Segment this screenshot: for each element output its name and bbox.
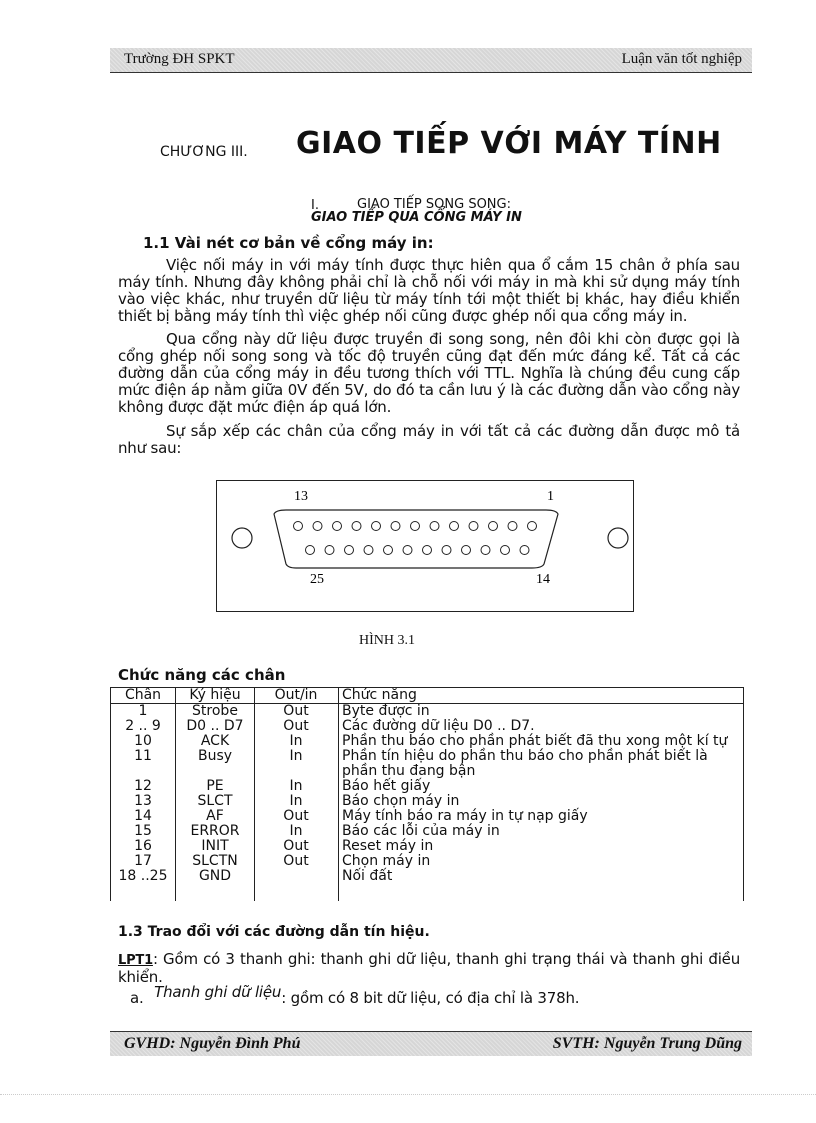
section-number: I. bbox=[311, 198, 319, 213]
cell-function: Các đường dữ liệu D0 .. D7. bbox=[342, 718, 535, 734]
section-heading-1-3: 1.3 Trao đổi với các đường dẫn tín hiệu. bbox=[118, 924, 430, 940]
cell-direction: Out bbox=[283, 838, 309, 854]
cell-pin: 10 bbox=[134, 733, 152, 749]
table-row bbox=[110, 719, 744, 734]
table-row bbox=[110, 809, 744, 824]
cell-symbol: ACK bbox=[200, 733, 230, 749]
page-footer bbox=[110, 1031, 752, 1056]
cell-symbol: ERROR bbox=[190, 823, 240, 839]
cell-pin: 2 .. 9 bbox=[125, 718, 161, 734]
cell-symbol: SLCT bbox=[197, 793, 233, 809]
cell-function: Chọn máy in bbox=[342, 853, 431, 869]
cell-symbol: GND bbox=[198, 868, 232, 884]
table-row bbox=[110, 869, 744, 884]
cell-symbol: D0 .. D7 bbox=[186, 718, 244, 734]
section-title: GIAO TIẾP SONG SONG: bbox=[357, 197, 511, 212]
cell-function: Phần tín hiệu do phần thu báo cho phần phát biết là phần thu đang bận bbox=[342, 748, 708, 779]
pin-label-14: 14 bbox=[536, 572, 550, 587]
header-school: Trường ĐH SPKT bbox=[124, 51, 235, 67]
cell-symbol: SLCTN bbox=[192, 853, 238, 869]
db25-connector-figure bbox=[216, 480, 634, 612]
pin-function-table bbox=[110, 687, 744, 884]
cell-pin: 1 bbox=[138, 703, 148, 719]
paragraph-1: Việc nối máy in với máy tính được thực hiên qua ổ cắm 15 chân ở phía sau máy tính. Nhưng đây không phải chỉ là chỗ nối với máy in mà khi sử dụng máy tính vào việc khác, như truyền dữ liệu từ máy tính tới một thiết bị khác, hay điều khiển thiết bị bằng máy tính thì việc ghép nối cũng được ghép nối qua cổng máy in. bbox=[118, 256, 740, 325]
cell-direction: In bbox=[289, 793, 303, 809]
item-a-marker: a. bbox=[130, 989, 144, 1007]
cell-function: Máy tính báo ra máy in tự nạp giấy bbox=[342, 808, 588, 824]
chapter-title: GIAO TIẾP VỚI MÁY TÍNH bbox=[296, 126, 722, 161]
section-heading-1-1: 1.1 Vài nét cơ bản về cổng máy in: bbox=[143, 234, 434, 252]
table-row bbox=[110, 839, 744, 854]
cell-pin: 11 bbox=[134, 748, 152, 764]
chapter-label: CHƯƠNG III. bbox=[160, 144, 248, 160]
paragraph-3: Sự sắp xếp các chân của cổng máy in với tất cả các đường dẫn được mô tả như sau: bbox=[118, 422, 740, 457]
table-row bbox=[110, 704, 744, 720]
table-row bbox=[110, 824, 744, 839]
header-function: Chức năng bbox=[338, 688, 744, 704]
pin-label-25: 25 bbox=[310, 572, 324, 587]
cell-function: Phần thu báo cho phần phát biết đã thu xong một kí tự bbox=[342, 733, 728, 749]
cell-symbol: Strobe bbox=[192, 703, 238, 719]
header-direction: Out/in bbox=[254, 688, 338, 704]
cell-pin: 16 bbox=[134, 838, 152, 854]
cell-pin: 18 ..25 bbox=[118, 868, 168, 884]
section-subtitle: GIAO TIẾP QUA CỔNG MÁY IN bbox=[311, 210, 522, 225]
table-row bbox=[110, 749, 744, 779]
table-header-row bbox=[110, 688, 744, 704]
cell-direction: Out bbox=[283, 808, 309, 824]
cell-symbol: Busy bbox=[197, 748, 233, 764]
pin-label-13: 13 bbox=[294, 489, 308, 504]
footer-advisor: GVHD: Nguyễn Đình Phú bbox=[124, 1035, 301, 1052]
header-symbol: Ký hiệu bbox=[176, 688, 254, 704]
cell-symbol: PE bbox=[206, 778, 224, 794]
cell-symbol: INIT bbox=[201, 838, 229, 854]
header-thesis: Luận văn tốt nghiệp bbox=[621, 51, 742, 67]
pin-label-1: 1 bbox=[547, 489, 554, 504]
table-row bbox=[110, 779, 744, 794]
figure-caption: HÌNH 3.1 bbox=[359, 633, 415, 648]
cell-pin: 14 bbox=[134, 808, 152, 824]
pin-table-title: Chức năng các chân bbox=[118, 666, 286, 684]
cell-direction: In bbox=[289, 733, 303, 749]
cell-pin: 17 bbox=[134, 853, 152, 869]
lpt1-text: : Gồm có 3 thanh ghi: thanh ghi dữ liệu, thanh ghi trạng thái và thanh ghi điều khiển. bbox=[118, 950, 740, 986]
cell-direction: In bbox=[289, 778, 303, 794]
cell-direction: Out bbox=[283, 703, 309, 719]
cell-function: Báo các lỗi của máy in bbox=[342, 823, 500, 839]
table-row bbox=[110, 794, 744, 809]
cell-function: Byte được in bbox=[342, 703, 430, 719]
paragraph-2: Qua cổng này dữ liệu được truyền đi song song, nên đôi khi còn được gọi là cổng ghép nối song song và tốc độ truyền cũng đạt đến mức đáng kể. Tất cả các đường dẫn của cổng máy in đều tương thích với TTL. Nghĩa là chúng đều cung cấp mức điện áp nằm giữa 0V đến 5V, do đó ta cần lưu ý là các đường dẫn vào cổng này không được đặt mức điện áp quá lớn. bbox=[118, 330, 740, 416]
cell-direction: Out bbox=[283, 718, 309, 734]
header-pin: Chân bbox=[110, 688, 176, 704]
item-a-text: : gồm có 8 bit dữ liệu, có địa chỉ là 378h. bbox=[281, 989, 580, 1007]
footer-student: SVTH: Nguyễn Trung Dũng bbox=[552, 1035, 742, 1052]
cell-direction bbox=[254, 869, 338, 884]
cell-function: Báo hết giấy bbox=[342, 778, 431, 794]
item-a-term: Thanh ghi dữ liệu bbox=[154, 983, 282, 1001]
cell-function: Báo chọn máy in bbox=[342, 793, 460, 809]
item-a bbox=[130, 983, 580, 1007]
page-bottom-edge bbox=[0, 1094, 816, 1095]
cell-direction: In bbox=[289, 748, 303, 764]
page-header bbox=[110, 48, 752, 73]
table-row bbox=[110, 854, 744, 869]
cell-function: Nối đất bbox=[342, 868, 393, 884]
table-row bbox=[110, 734, 744, 749]
cell-pin: 12 bbox=[134, 778, 152, 794]
cell-direction: Out bbox=[283, 853, 309, 869]
cell-pin: 13 bbox=[134, 793, 152, 809]
cell-function: Reset máy in bbox=[342, 838, 434, 854]
cell-direction: In bbox=[289, 823, 303, 839]
cell-symbol: AF bbox=[206, 808, 224, 824]
lpt1-paragraph bbox=[118, 951, 740, 986]
lpt1-label: LPT1 bbox=[118, 953, 153, 968]
cell-pin: 15 bbox=[134, 823, 152, 839]
